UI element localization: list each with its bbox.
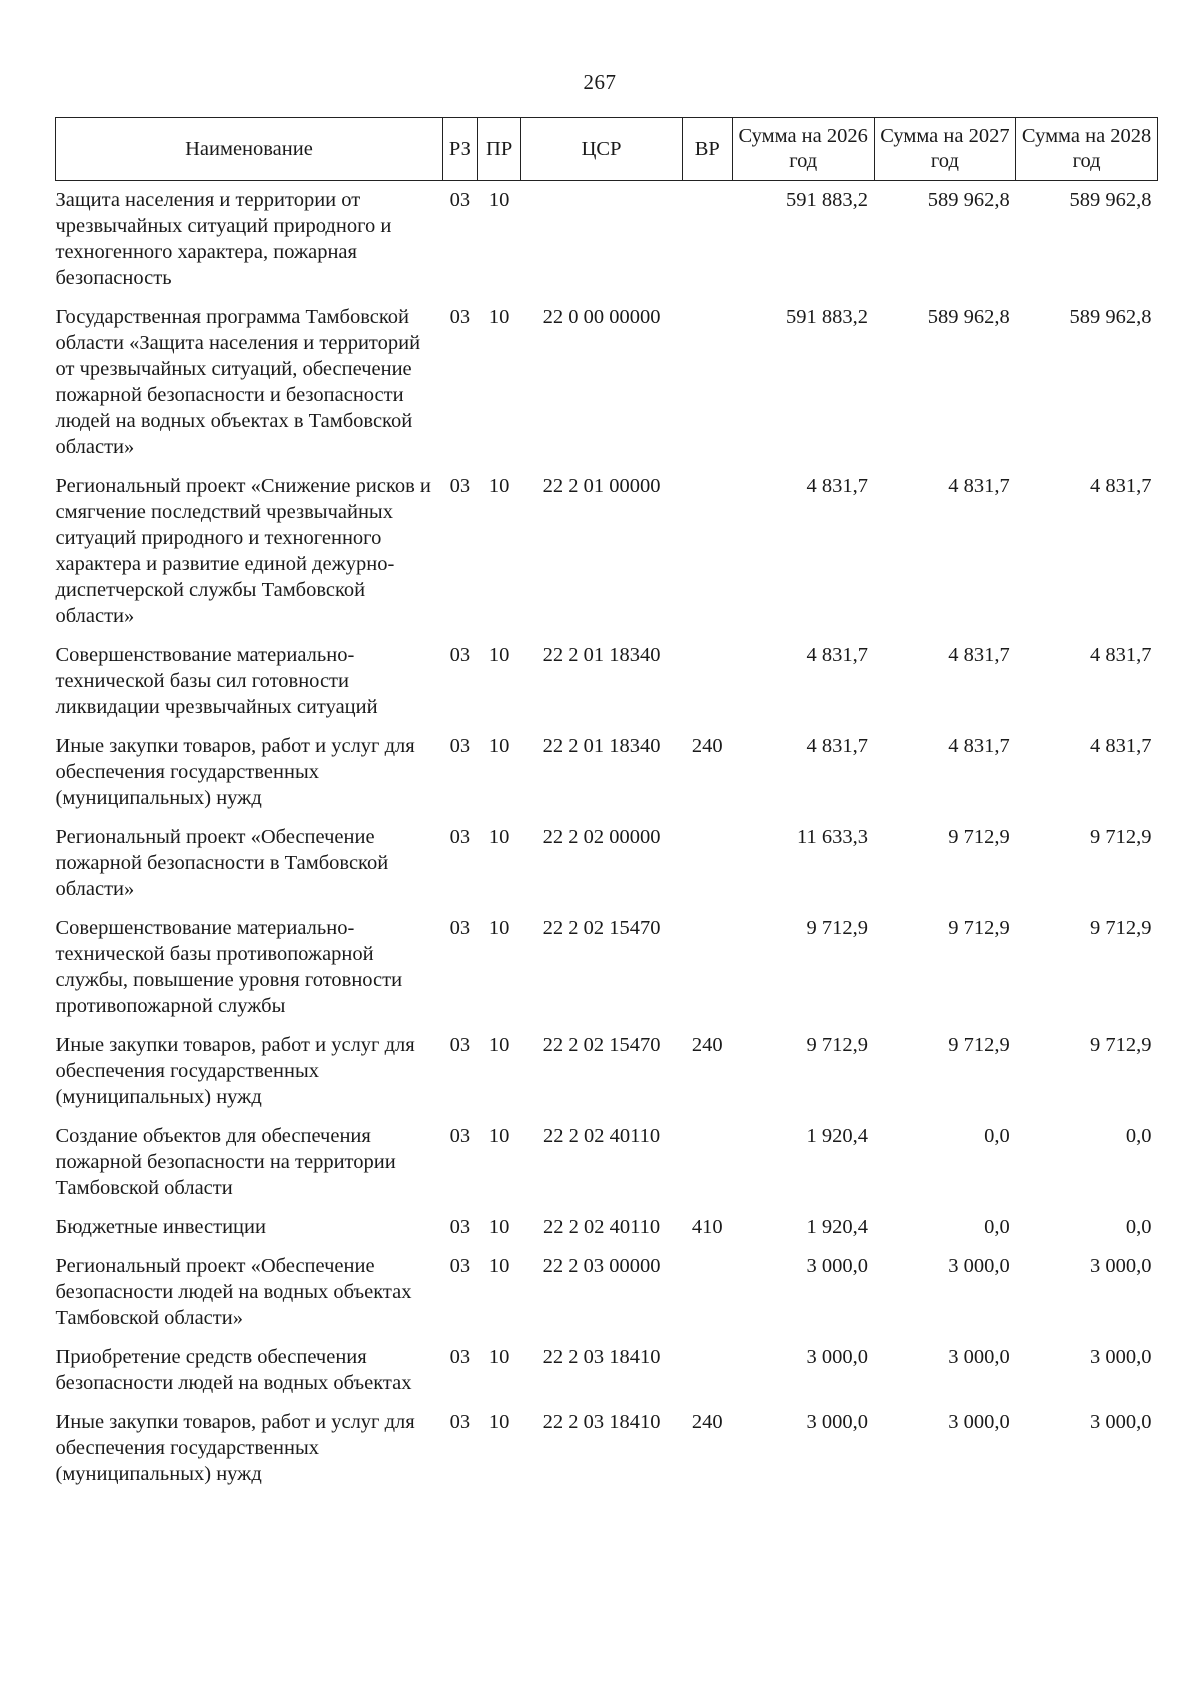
- cell-csr: 22 2 03 00000: [542, 1255, 661, 1277]
- cell-pr: 10: [488, 1346, 510, 1368]
- cell-sum-2026: 9 712,9: [806, 1034, 869, 1056]
- cell-sum-2027: 4 831,7: [948, 475, 1010, 497]
- cell-csr: 22 2 02 00000: [542, 826, 661, 848]
- cell-csr: 22 2 01 18340: [542, 644, 661, 666]
- cell-vr: [682, 909, 732, 1026]
- cell-name: Совершенствование материально-технической базы противопожарной службы, повышение уровня готовности противопожарной службы: [55, 917, 403, 1017]
- cell-pr: 10: [488, 644, 510, 666]
- cell-pr: 10: [488, 189, 510, 211]
- budget-table: [55, 117, 1158, 1494]
- cell-name: Региональный проект «Обеспечение безопасности людей на водных объектах Тамбовской области»: [55, 1255, 412, 1329]
- cell-vr: 240: [691, 1411, 723, 1433]
- cell-name: Бюджетные инвестиции: [55, 1216, 266, 1238]
- cell-name: Иные закупки товаров, работ и услуг для обеспечения государственных (муниципальных) нужд: [55, 1411, 415, 1485]
- table-row: [56, 909, 1158, 1026]
- cell-rz: 03: [449, 1034, 471, 1056]
- cell-vr: [682, 1338, 732, 1403]
- cell-rz: 03: [449, 1346, 471, 1368]
- cell-rz: 03: [449, 1216, 471, 1238]
- header-name: Наименование: [56, 118, 443, 181]
- cell-name: Совершенствование материально-технической базы сил готовности ликвидации чрезвычайных ситуаций: [55, 644, 378, 718]
- cell-csr: 22 2 02 40110: [543, 1216, 661, 1238]
- cell-sum-2026: 1 920,4: [806, 1125, 869, 1147]
- cell-vr: 240: [691, 735, 723, 757]
- cell-sum-2027: 0,0: [984, 1216, 1010, 1238]
- cell-csr: 22 2 02 15470: [542, 917, 661, 939]
- cell-pr: 10: [488, 1255, 510, 1277]
- cell-sum-2028: 9 712,9: [1090, 917, 1152, 939]
- cell-name: Государственная программа Тамбовской области «Защита населения и территорий от чрезвычайных ситуаций, обеспечение пожарной безопасности и безопасности людей на водных объектах в Тамбовской области»: [55, 306, 421, 458]
- cell-rz: 03: [449, 826, 471, 848]
- cell-sum-2028: 3 000,0: [1090, 1411, 1152, 1433]
- header-sum-2027: Сумма на 2027 год: [874, 118, 1016, 181]
- cell-csr: 22 2 01 00000: [542, 475, 661, 497]
- cell-sum-2027: 9 712,9: [948, 1034, 1010, 1056]
- table-row: [56, 181, 1158, 299]
- cell-sum-2028: 3 000,0: [1090, 1255, 1152, 1277]
- header-sum-2026: Сумма на 2026 год: [732, 118, 874, 181]
- cell-sum-2027: 9 712,9: [948, 826, 1010, 848]
- table-row: [56, 298, 1158, 467]
- cell-sum-2026: 3 000,0: [806, 1255, 869, 1277]
- cell-vr: [682, 298, 732, 467]
- cell-sum-2028: 0,0: [1125, 1125, 1152, 1147]
- cell-sum-2027: 3 000,0: [948, 1346, 1010, 1368]
- cell-csr: 22 2 02 40110: [543, 1125, 661, 1147]
- cell-sum-2026: 11 633,3: [797, 826, 869, 848]
- cell-sum-2028: 4 831,7: [1090, 475, 1152, 497]
- table-row: [56, 1026, 1158, 1117]
- cell-pr: 10: [488, 917, 510, 939]
- cell-sum-2027: 9 712,9: [948, 917, 1010, 939]
- cell-sum-2026: 4 831,7: [806, 735, 869, 757]
- cell-name: Приобретение средств обеспечения безопасности людей на водных объектах: [55, 1346, 412, 1394]
- cell-sum-2027: 0,0: [984, 1125, 1010, 1147]
- cell-sum-2027: 4 831,7: [948, 644, 1010, 666]
- page-number: 267: [583, 70, 617, 94]
- cell-rz: 03: [449, 1411, 471, 1433]
- cell-rz: 03: [449, 644, 471, 666]
- cell-csr: 22 2 02 15470: [542, 1034, 661, 1056]
- header-pr: ПР: [477, 118, 521, 181]
- cell-vr: 410: [691, 1216, 723, 1238]
- cell-csr: 22 2 03 18410: [542, 1411, 661, 1433]
- cell-csr: 22 2 03 18410: [542, 1346, 661, 1368]
- cell-sum-2028: 0,0: [1125, 1216, 1152, 1238]
- table-row: [56, 1338, 1158, 1403]
- cell-vr: [682, 467, 732, 636]
- cell-rz: 03: [449, 306, 471, 328]
- cell-pr: 10: [488, 826, 510, 848]
- cell-name: Региональный проект «Снижение рисков и смягчение последствий чрезвычайных ситуаций природного и техногенного характера и развитие единой дежурно-диспетчерской службы Тамбовской области»: [55, 475, 431, 627]
- header-row: [56, 118, 1158, 181]
- cell-vr: [682, 1247, 732, 1338]
- cell-sum-2027: 3 000,0: [948, 1255, 1010, 1277]
- table-row: [56, 1247, 1158, 1338]
- cell-sum-2026: 591 883,2: [786, 189, 869, 211]
- cell-sum-2027: 4 831,7: [948, 735, 1010, 757]
- cell-vr: [682, 818, 732, 909]
- cell-pr: 10: [488, 1034, 510, 1056]
- cell-sum-2026: 3 000,0: [806, 1411, 869, 1433]
- cell-rz: 03: [449, 735, 471, 757]
- cell-vr: 240: [691, 1034, 723, 1056]
- cell-rz: 03: [449, 1125, 471, 1147]
- table-row: [56, 818, 1158, 909]
- cell-pr: 10: [488, 306, 510, 328]
- cell-sum-2026: 3 000,0: [806, 1346, 869, 1368]
- cell-sum-2028: 9 712,9: [1090, 1034, 1152, 1056]
- cell-sum-2027: 3 000,0: [948, 1411, 1010, 1433]
- cell-sum-2028: 9 712,9: [1090, 826, 1152, 848]
- table-row: [56, 1117, 1158, 1208]
- cell-pr: 10: [488, 475, 510, 497]
- cell-rz: 03: [449, 475, 471, 497]
- cell-csr: 22 2 01 18340: [542, 735, 661, 757]
- table-row: [56, 467, 1158, 636]
- cell-vr: [682, 181, 732, 299]
- cell-csr: 22 0 00 00000: [542, 306, 661, 328]
- cell-pr: 10: [488, 1216, 510, 1238]
- cell-sum-2026: 1 920,4: [806, 1216, 869, 1238]
- cell-vr: [682, 1117, 732, 1208]
- cell-sum-2028: 589 962,8: [1069, 189, 1152, 211]
- header-csr: ЦСР: [521, 118, 682, 181]
- table-row: [56, 1208, 1158, 1247]
- cell-pr: 10: [488, 1125, 510, 1147]
- cell-sum-2028: 589 962,8: [1069, 306, 1152, 328]
- table-header: [56, 118, 1158, 181]
- cell-csr: [521, 181, 682, 299]
- cell-pr: 10: [488, 1411, 510, 1433]
- cell-name: Защита населения и территории от чрезвычайных ситуаций природного и техногенного характера, пожарная безопасность: [55, 189, 392, 289]
- cell-pr: 10: [488, 735, 510, 757]
- header-rz: РЗ: [442, 118, 477, 181]
- cell-sum-2026: 9 712,9: [806, 917, 869, 939]
- table-body: [56, 181, 1158, 1495]
- cell-sum-2027: 589 962,8: [927, 189, 1010, 211]
- cell-rz: 03: [449, 1255, 471, 1277]
- cell-name: Иные закупки товаров, работ и услуг для обеспечения государственных (муниципальных) нужд: [55, 1034, 415, 1108]
- cell-sum-2028: 4 831,7: [1090, 735, 1152, 757]
- cell-sum-2026: 4 831,7: [806, 644, 869, 666]
- cell-name: Иные закупки товаров, работ и услуг для обеспечения государственных (муниципальных) нужд: [55, 735, 415, 809]
- cell-sum-2026: 4 831,7: [806, 475, 869, 497]
- cell-sum-2028: 4 831,7: [1090, 644, 1152, 666]
- table-row: [56, 727, 1158, 818]
- cell-sum-2027: 589 962,8: [927, 306, 1010, 328]
- cell-rz: 03: [449, 917, 471, 939]
- cell-sum-2028: 3 000,0: [1090, 1346, 1152, 1368]
- cell-vr: [682, 636, 732, 727]
- table-row: [56, 636, 1158, 727]
- cell-rz: 03: [449, 189, 471, 211]
- cell-name: Региональный проект «Обеспечение пожарной безопасности в Тамбовской области»: [55, 826, 389, 900]
- header-vr: ВР: [682, 118, 732, 181]
- cell-name: Создание объектов для обеспечения пожарной безопасности на территории Тамбовской области: [55, 1125, 396, 1199]
- header-sum-2028: Сумма на 2028 год: [1016, 118, 1158, 181]
- cell-sum-2026: 591 883,2: [786, 306, 869, 328]
- table-row: [56, 1403, 1158, 1494]
